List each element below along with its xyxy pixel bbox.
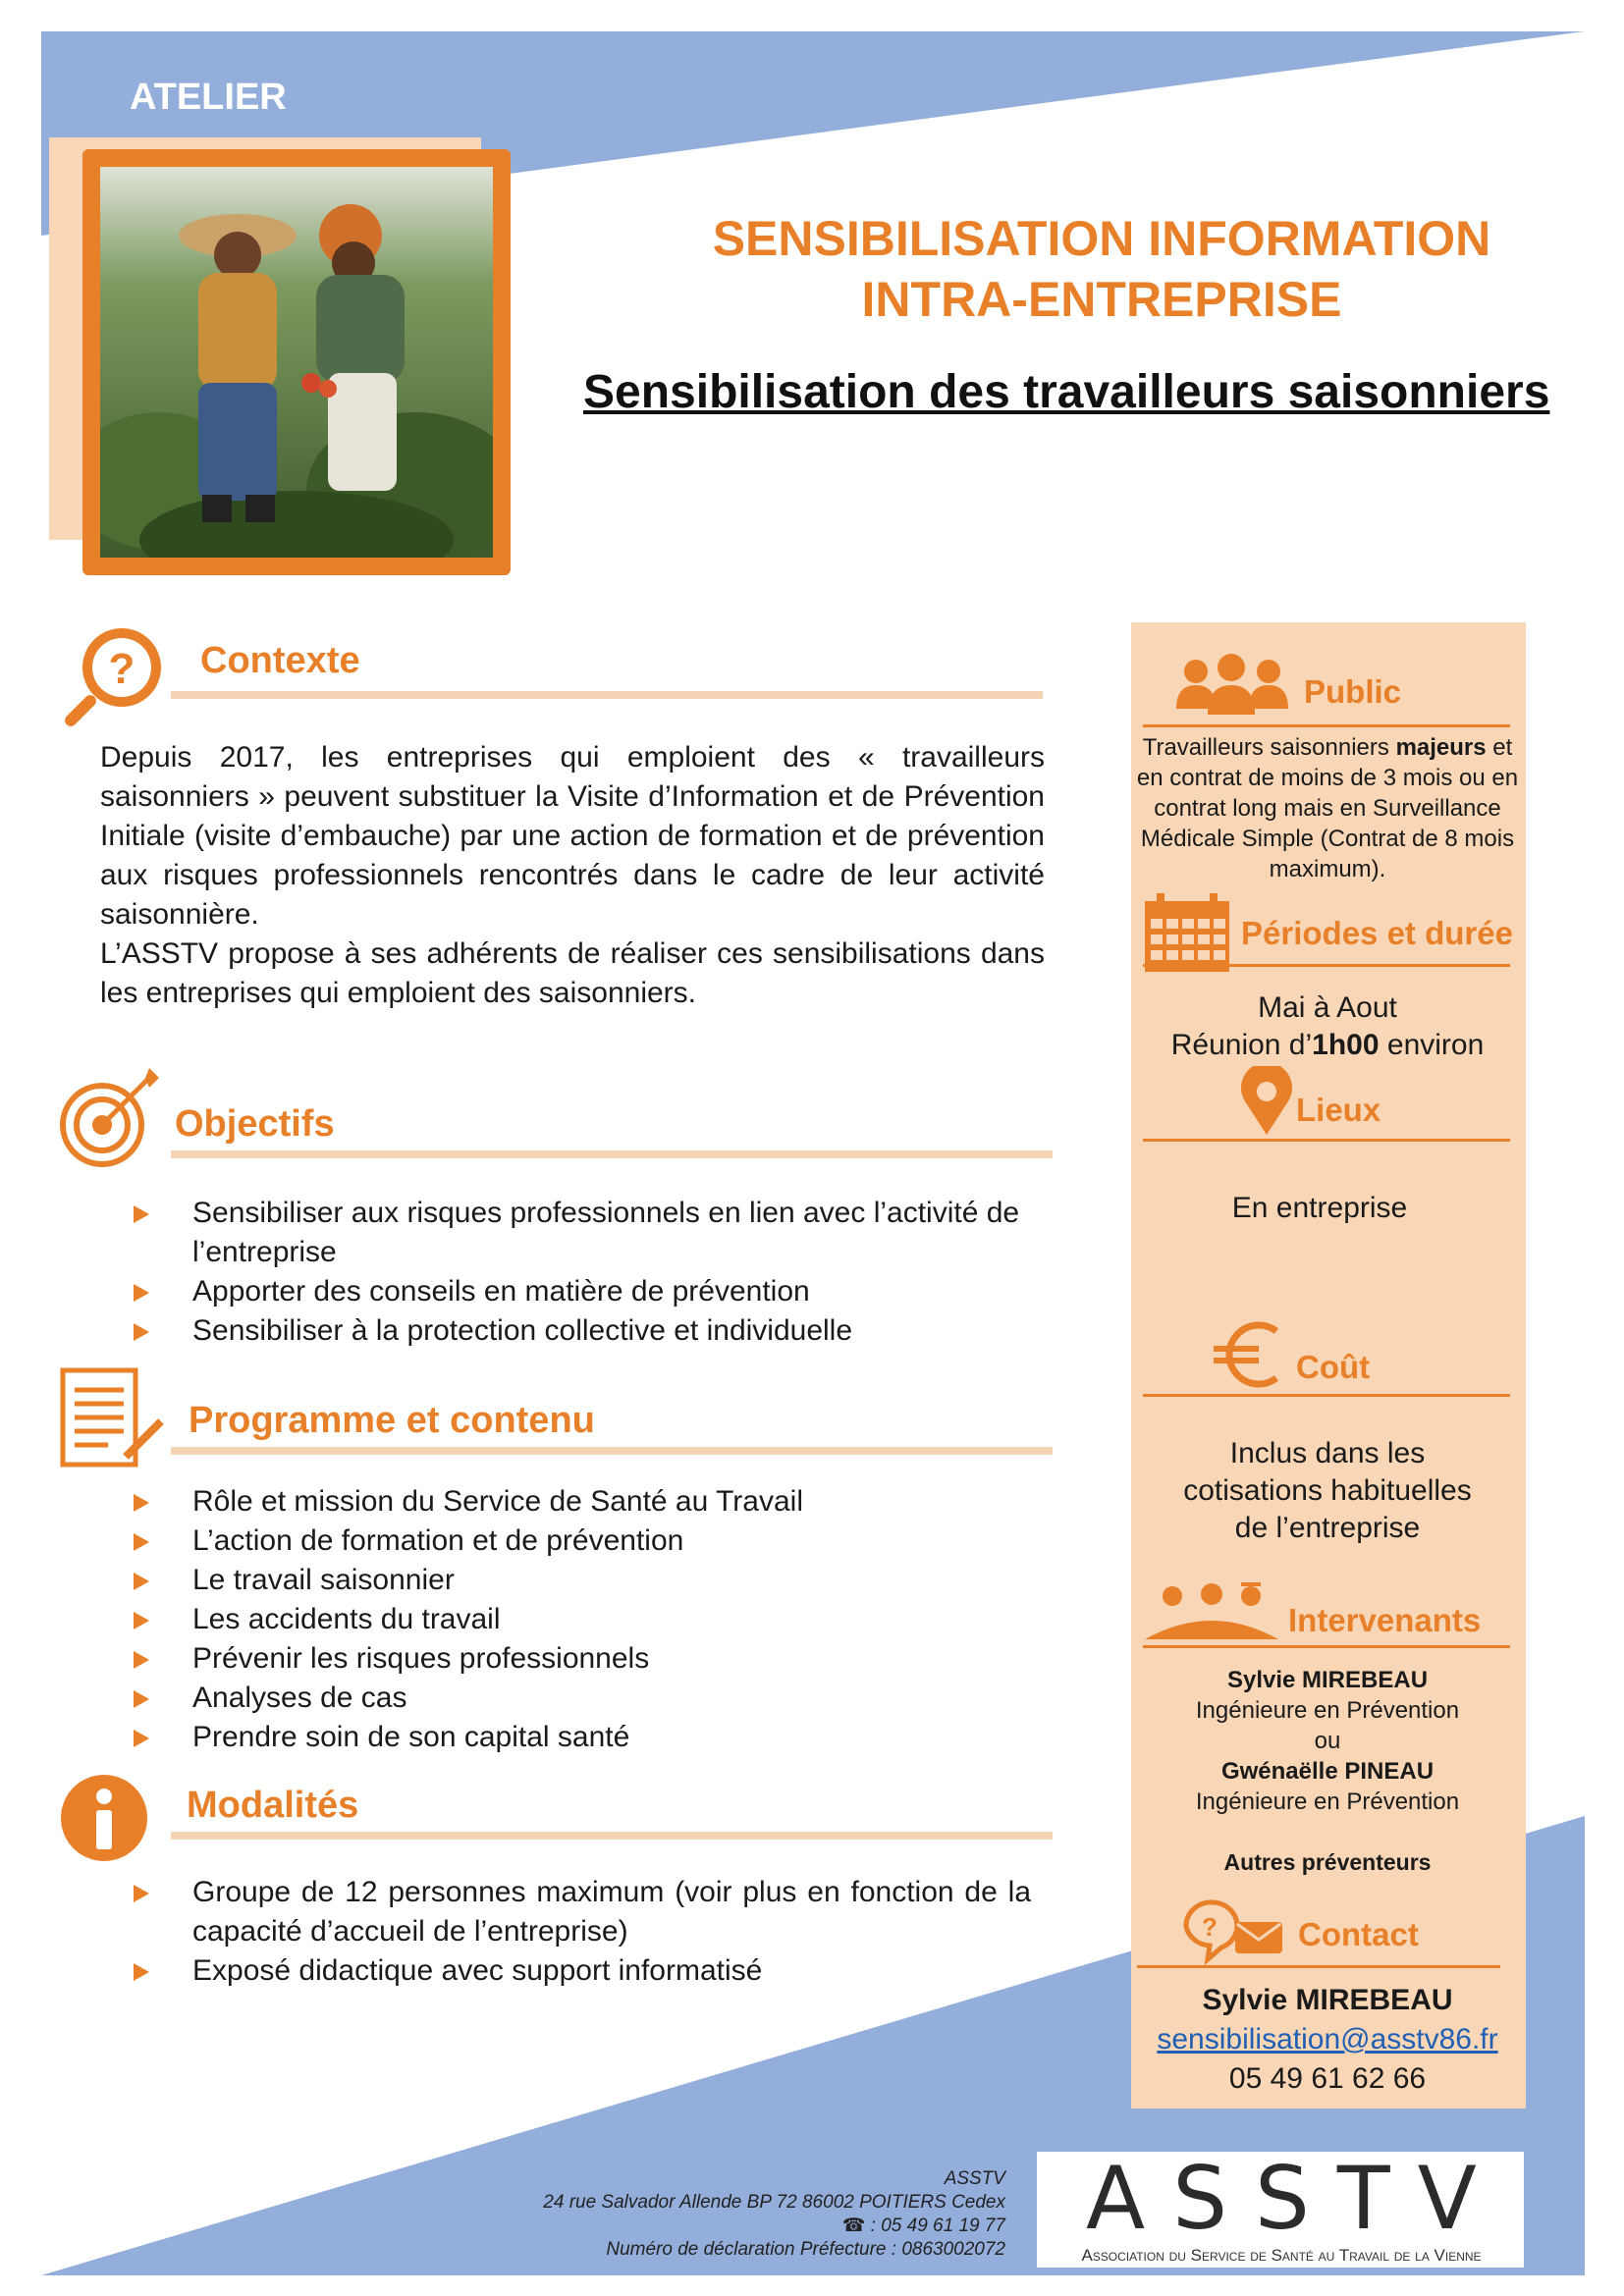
main-title-line1: SENSIBILISATION INFORMATION — [712, 211, 1491, 266]
subtitle: Sensibilisation des travailleurs saisonniers — [583, 366, 1550, 418]
section-title-objectifs: Objectifs — [175, 1103, 335, 1145]
farm-workers-photo — [100, 167, 493, 558]
contact-divider — [1137, 1965, 1500, 1968]
intervenants-title: Intervenants — [1288, 1602, 1482, 1638]
intervenants-text: Sylvie MIREBEAU Ingénieure en Prévention ou Gwénaëlle PINEAU Ingénieure en Prévention Autres préventeurs — [1195, 1667, 1460, 1875]
asstv-logo — [1037, 2148, 1524, 2268]
public-title: Public — [1304, 673, 1402, 710]
periodes-divider — [1143, 964, 1510, 967]
footer-phone: : 05 49 61 19 77 — [870, 2216, 1005, 2236]
cout-text: Inclus dans les cotisations habituelles de l’entreprise — [1183, 1437, 1472, 1544]
speakers-icon — [1143, 1582, 1280, 1643]
cout-divider — [1143, 1394, 1510, 1397]
footer-declaration: Numéro de déclaration Préfecture : 0863002072 — [606, 2239, 1005, 2260]
calendar-icon — [1143, 891, 1231, 974]
contexte-divider — [171, 691, 1043, 699]
list-item: Analyses de cas — [134, 1679, 1045, 1718]
list-item: Prévenir les risques professionnels — [134, 1639, 1045, 1679]
list-item: Le travail saisonnier — [134, 1561, 1045, 1600]
lieux-divider — [1143, 1139, 1510, 1142]
header-photo — [82, 149, 511, 575]
intervenants-divider — [1143, 1645, 1510, 1648]
main-title-line2: INTRA-ENTREPRISE — [861, 272, 1342, 327]
list-item: Exposé didactique avec support informatisé — [134, 1951, 1031, 1991]
contact-email-link[interactable]: sensibilisation@asstv86.fr — [1157, 2023, 1498, 2056]
lieux-title: Lieux — [1296, 1092, 1381, 1128]
list-item: Les accidents du travail — [134, 1600, 1045, 1639]
logo-caption: Association du Service de Santé au Travail de la Vienne — [1081, 2246, 1482, 2265]
public-divider — [1143, 724, 1510, 727]
list-item: Apporter des conseils en matière de prévention — [134, 1272, 1045, 1311]
cout-title: Coût — [1296, 1349, 1371, 1385]
footer-org: ASSTV — [944, 2168, 1005, 2189]
section-title-contexte: Contexte — [200, 640, 360, 681]
contexte-paragraph-1: Depuis 2017, les entreprises qui emploient des « travailleurs saisonniers » peuvent substituer la Visite d’Information et de Prévention Initiale (visite d’embauche) par une action de formation et de prévention aux risques professionnels rencontrés dans le cadre de leur activité saisonnière. — [100, 741, 1045, 931]
list-item: Sensibiliser à la protection collective et individuelle — [134, 1311, 1045, 1351]
list-item: Sensibiliser aux risques professionnels en lien avec l’activité de l’entreprise — [134, 1194, 1045, 1272]
contexte-paragraph-2: L’ASSTV propose à ses adhérents de réaliser ces sensibilisations dans les entreprises qui emploient des saisonniers. — [100, 937, 1045, 1009]
target-icon — [55, 1064, 163, 1172]
location-pin-icon — [1239, 1066, 1294, 1137]
objectifs-list — [134, 1194, 1045, 1351]
section-title-modalites: Modalités — [187, 1785, 359, 1826]
svg-text:?: ? — [1202, 1912, 1218, 1942]
svg-text:?: ? — [108, 645, 135, 693]
logo-wordmark: ASSTV — [1086, 2148, 1504, 2249]
periodes-title: Périodes et durée — [1241, 915, 1513, 951]
question-magnifier-icon — [57, 620, 175, 738]
contact-title: Contact — [1298, 1916, 1419, 1952]
lieux-text: En entreprise — [1231, 1192, 1408, 1224]
modalites-divider — [171, 1832, 1053, 1840]
people-group-icon — [1174, 654, 1290, 719]
list-item: Rôle et mission du Service de Santé au Travail — [134, 1482, 1045, 1522]
list-item: Groupe de 12 personnes maximum (voir plus en fonction de la capacité d’accueil de l’entreprise) — [134, 1873, 1031, 1951]
footer-address: 24 rue Salvador Allende BP 72 86002 POITIERS Cedex — [543, 2192, 1005, 2213]
programme-divider — [171, 1447, 1053, 1455]
info-icon — [57, 1771, 155, 1869]
workshop-tag: ATELIER — [130, 77, 287, 118]
contact-text: Sylvie MIREBEAU sensibilisation@asstv86.fr 05 49 61 62 66 — [1157, 1984, 1498, 2095]
contexte-body — [100, 738, 1045, 1013]
objectifs-divider — [171, 1150, 1053, 1158]
modalites-list — [134, 1873, 1031, 1991]
programme-list — [134, 1482, 1045, 1757]
periodes-text: Mai à Aout Réunion d’1h00 environ — [1170, 991, 1485, 1061]
phone-icon: ☎ — [841, 2216, 866, 2236]
document-pen-icon — [57, 1364, 167, 1474]
euro-icon — [1212, 1321, 1286, 1388]
list-item: L’action de formation et de prévention — [134, 1522, 1045, 1561]
public-text: Travailleurs saisonniers majeurs et en contrat de moins de 3 mois ou en contrat long mais en Surveillance Médicale Simple (Contrat de 8 mois maximum). — [1136, 734, 1519, 882]
contact-bubbles-icon — [1178, 1896, 1288, 1967]
list-item: Prendre soin de son capital santé — [134, 1718, 1045, 1757]
section-title-programme: Programme et contenu — [189, 1400, 595, 1441]
footer-address-block — [412, 2167, 1005, 2262]
